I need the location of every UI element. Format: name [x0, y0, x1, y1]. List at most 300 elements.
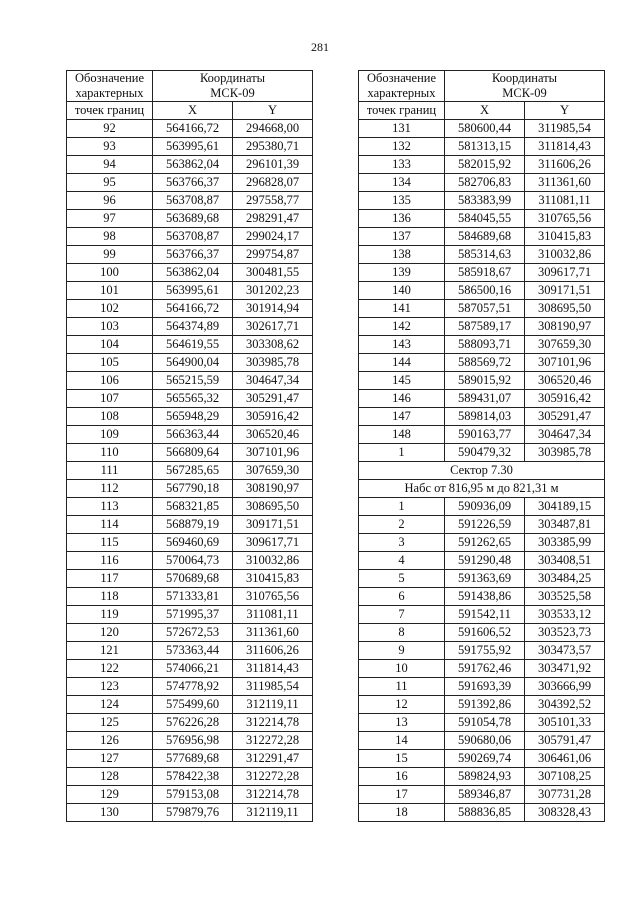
- right-table-body-bottom: [359, 498, 605, 822]
- y-value: 311814,43: [525, 138, 605, 156]
- table-row: [359, 228, 605, 246]
- point-number: 92: [67, 120, 153, 138]
- coordinates-header: [445, 71, 605, 102]
- y-header: Y: [525, 102, 605, 120]
- table-row: [67, 534, 313, 552]
- x-value: 587589,17: [445, 318, 525, 336]
- y-value: 306520,46: [233, 426, 313, 444]
- table-row: [359, 660, 605, 678]
- table-row: [359, 642, 605, 660]
- x-value: 584045,55: [445, 210, 525, 228]
- point-number: 143: [359, 336, 445, 354]
- table-row: [359, 354, 605, 372]
- x-value: 579879,76: [153, 804, 233, 822]
- table-row: [359, 300, 605, 318]
- y-value: 310032,86: [233, 552, 313, 570]
- point-number: 133: [359, 156, 445, 174]
- table-row: [67, 444, 313, 462]
- point-number: 12: [359, 696, 445, 714]
- table-row: [67, 426, 313, 444]
- table-row: [359, 696, 605, 714]
- y-value: 309171,51: [233, 516, 313, 534]
- table-row: [359, 246, 605, 264]
- y-value: 311985,54: [525, 120, 605, 138]
- x-value: 563708,87: [153, 228, 233, 246]
- x-value: 563995,61: [153, 282, 233, 300]
- y-value: 309617,71: [525, 264, 605, 282]
- point-number: 98: [67, 228, 153, 246]
- table-row: [67, 210, 313, 228]
- x-header: X: [445, 102, 525, 120]
- y-value: 312272,28: [233, 732, 313, 750]
- point-number: 129: [67, 786, 153, 804]
- y-value: 303985,78: [233, 354, 313, 372]
- y-value: 303985,78: [525, 444, 605, 462]
- y-value: 308190,97: [233, 480, 313, 498]
- table-row: [359, 156, 605, 174]
- y-value: 296101,39: [233, 156, 313, 174]
- table-row: [67, 318, 313, 336]
- y-value: 296828,07: [233, 174, 313, 192]
- point-number: 9: [359, 642, 445, 660]
- y-value: 302617,71: [233, 318, 313, 336]
- table-row: [67, 588, 313, 606]
- point-number: 122: [67, 660, 153, 678]
- x-value: 563766,37: [153, 246, 233, 264]
- x-value: 584689,68: [445, 228, 525, 246]
- x-value: 579153,08: [153, 786, 233, 804]
- x-value: 589015,92: [445, 372, 525, 390]
- x-value: 565215,59: [153, 372, 233, 390]
- table-row: [359, 768, 605, 786]
- coordinates-header-line-1: Координаты: [199, 71, 266, 85]
- table-row: [67, 660, 313, 678]
- table-row: [67, 714, 313, 732]
- y-value: 307101,96: [525, 354, 605, 372]
- point-number: 99: [67, 246, 153, 264]
- table-row: [67, 390, 313, 408]
- table-row: [359, 372, 605, 390]
- point-number: 2: [359, 516, 445, 534]
- y-value: 305791,47: [525, 732, 605, 750]
- y-value: 303408,51: [525, 552, 605, 570]
- x-value: 563708,87: [153, 192, 233, 210]
- table-row: [359, 426, 605, 444]
- x-value: 567790,18: [153, 480, 233, 498]
- designation-header-line-3: точек границ: [67, 102, 153, 120]
- table-row: [67, 678, 313, 696]
- table-row: [67, 354, 313, 372]
- point-number: 1: [359, 498, 445, 516]
- point-number: 3: [359, 534, 445, 552]
- table-row: [67, 246, 313, 264]
- x-value: 591693,39: [445, 678, 525, 696]
- point-number: 120: [67, 624, 153, 642]
- table-row: [359, 678, 605, 696]
- y-value: 308695,50: [233, 498, 313, 516]
- table-row: [359, 570, 605, 588]
- coordinates-header: [153, 71, 313, 102]
- point-number: 104: [67, 336, 153, 354]
- x-value: 582706,83: [445, 174, 525, 192]
- y-value: 310032,86: [525, 246, 605, 264]
- point-number: 118: [67, 588, 153, 606]
- x-value: 587057,51: [445, 300, 525, 318]
- table-row: [67, 408, 313, 426]
- y-value: 303666,99: [525, 678, 605, 696]
- x-value: 566809,64: [153, 444, 233, 462]
- point-number: 119: [67, 606, 153, 624]
- x-value: 564166,72: [153, 120, 233, 138]
- y-value: 301202,23: [233, 282, 313, 300]
- y-value: 311606,26: [233, 642, 313, 660]
- coordinates-header-line-1: Координаты: [491, 71, 558, 85]
- coordinates-header-line-2: МСК-09: [502, 86, 547, 100]
- y-value: 304647,34: [525, 426, 605, 444]
- table-row: [67, 786, 313, 804]
- y-value: 312119,11: [233, 696, 313, 714]
- x-value: 567285,65: [153, 462, 233, 480]
- table-row: [359, 282, 605, 300]
- x-value: 586500,16: [445, 282, 525, 300]
- point-number: 131: [359, 120, 445, 138]
- table-row: [67, 570, 313, 588]
- y-value: 311361,60: [233, 624, 313, 642]
- x-value: 589346,87: [445, 786, 525, 804]
- y-value: 310765,56: [525, 210, 605, 228]
- point-number: 4: [359, 552, 445, 570]
- point-number: 127: [67, 750, 153, 768]
- designation-header-line-2: характерных: [75, 86, 144, 100]
- point-number: 144: [359, 354, 445, 372]
- point-number: 141: [359, 300, 445, 318]
- table-row: [359, 210, 605, 228]
- y-value: 304647,34: [233, 372, 313, 390]
- table-row: [359, 714, 605, 732]
- designation-header: [67, 71, 153, 102]
- point-number: 135: [359, 192, 445, 210]
- table-row: [359, 498, 605, 516]
- x-value: 563689,68: [153, 210, 233, 228]
- point-number: 18: [359, 804, 445, 822]
- point-number: 8: [359, 624, 445, 642]
- designation-header-line-1: Обозначение: [366, 71, 437, 85]
- table-row: [359, 264, 605, 282]
- point-number: 146: [359, 390, 445, 408]
- x-value: 588836,85: [445, 804, 525, 822]
- x-value: 580600,44: [445, 120, 525, 138]
- x-value: 591392,86: [445, 696, 525, 714]
- point-number: 11: [359, 678, 445, 696]
- y-value: 297558,77: [233, 192, 313, 210]
- x-value: 565565,32: [153, 390, 233, 408]
- designation-header: [359, 71, 445, 102]
- point-number: 137: [359, 228, 445, 246]
- x-value: 591542,11: [445, 606, 525, 624]
- table-row: [67, 696, 313, 714]
- table-row: [67, 768, 313, 786]
- table-row: [359, 786, 605, 804]
- y-value: 311606,26: [525, 156, 605, 174]
- table-row: [67, 264, 313, 282]
- table-row: [359, 732, 605, 750]
- point-number: 116: [67, 552, 153, 570]
- point-number: 103: [67, 318, 153, 336]
- point-number: 5: [359, 570, 445, 588]
- y-value: 303473,57: [525, 642, 605, 660]
- y-value: 304392,52: [525, 696, 605, 714]
- point-number: 125: [67, 714, 153, 732]
- table-row: [359, 174, 605, 192]
- y-value: 310415,83: [525, 228, 605, 246]
- y-value: 312119,11: [233, 804, 313, 822]
- table-row: [67, 552, 313, 570]
- y-value: 303308,62: [233, 336, 313, 354]
- point-number: 117: [67, 570, 153, 588]
- x-value: 571995,37: [153, 606, 233, 624]
- y-value: 305291,47: [233, 390, 313, 408]
- y-value: 305916,42: [525, 390, 605, 408]
- x-header: X: [153, 102, 233, 120]
- point-number: 1: [359, 444, 445, 462]
- y-value: 310765,56: [233, 588, 313, 606]
- y-value: 312291,47: [233, 750, 313, 768]
- y-value: 308695,50: [525, 300, 605, 318]
- point-number: 145: [359, 372, 445, 390]
- designation-header-line-1: Обозначение: [74, 71, 145, 85]
- x-value: 574066,21: [153, 660, 233, 678]
- table-row: [67, 732, 313, 750]
- x-value: 570689,68: [153, 570, 233, 588]
- table-row: [67, 804, 313, 822]
- left-table-body: [67, 120, 313, 822]
- point-number: 106: [67, 372, 153, 390]
- point-number: 16: [359, 768, 445, 786]
- sector-subtitle: Набс от 816,95 м до 821,31 м: [359, 480, 605, 498]
- table-row: [359, 804, 605, 822]
- table-row: [67, 750, 313, 768]
- sector-title-row: [359, 462, 605, 480]
- table-row: [67, 642, 313, 660]
- table-row: [67, 138, 313, 156]
- y-value: 303471,92: [525, 660, 605, 678]
- sector-subtitle-row: [359, 480, 605, 498]
- x-value: 563862,04: [153, 156, 233, 174]
- x-value: 590163,77: [445, 426, 525, 444]
- y-value: 312214,78: [233, 714, 313, 732]
- y-value: 309171,51: [525, 282, 605, 300]
- x-value: 591755,92: [445, 642, 525, 660]
- y-value: 301914,94: [233, 300, 313, 318]
- point-number: 97: [67, 210, 153, 228]
- coordinates-header-line-2: МСК-09: [210, 86, 255, 100]
- y-value: 306520,46: [525, 372, 605, 390]
- table-row: [359, 444, 605, 462]
- x-value: 583383,99: [445, 192, 525, 210]
- point-number: 96: [67, 192, 153, 210]
- table-row: [67, 156, 313, 174]
- x-value: 589814,03: [445, 408, 525, 426]
- y-value: 311081,11: [525, 192, 605, 210]
- x-value: 568321,85: [153, 498, 233, 516]
- table-row: [359, 138, 605, 156]
- x-value: 581313,15: [445, 138, 525, 156]
- x-value: 591606,52: [445, 624, 525, 642]
- point-number: 134: [359, 174, 445, 192]
- x-value: 590936,09: [445, 498, 525, 516]
- table-row: [359, 336, 605, 354]
- table-row: [359, 516, 605, 534]
- x-value: 574778,92: [153, 678, 233, 696]
- point-number: 17: [359, 786, 445, 804]
- table-row: [359, 318, 605, 336]
- x-value: 577689,68: [153, 750, 233, 768]
- table-row: [67, 336, 313, 354]
- y-header: Y: [233, 102, 313, 120]
- x-value: 588093,71: [445, 336, 525, 354]
- table-row: [67, 174, 313, 192]
- x-value: 588569,72: [445, 354, 525, 372]
- point-number: 108: [67, 408, 153, 426]
- point-number: 128: [67, 768, 153, 786]
- x-value: 578422,38: [153, 768, 233, 786]
- y-value: 311361,60: [525, 174, 605, 192]
- y-value: 303484,25: [525, 570, 605, 588]
- table-row: [359, 606, 605, 624]
- x-value: 591363,69: [445, 570, 525, 588]
- y-value: 303533,12: [525, 606, 605, 624]
- y-value: 311081,11: [233, 606, 313, 624]
- x-value: 564619,55: [153, 336, 233, 354]
- point-number: 13: [359, 714, 445, 732]
- x-value: 573363,44: [153, 642, 233, 660]
- y-value: 298291,47: [233, 210, 313, 228]
- y-value: 295380,71: [233, 138, 313, 156]
- table-row: [67, 606, 313, 624]
- table-row: [67, 228, 313, 246]
- x-value: 591438,86: [445, 588, 525, 606]
- x-value: 570064,73: [153, 552, 233, 570]
- point-number: 126: [67, 732, 153, 750]
- table-row: [67, 480, 313, 498]
- point-number: 123: [67, 678, 153, 696]
- point-number: 148: [359, 426, 445, 444]
- table-row: [359, 588, 605, 606]
- point-number: 101: [67, 282, 153, 300]
- y-value: 307659,30: [525, 336, 605, 354]
- y-value: 307101,96: [233, 444, 313, 462]
- point-number: 115: [67, 534, 153, 552]
- table-row: [67, 516, 313, 534]
- y-value: 303385,99: [525, 534, 605, 552]
- table-row: [359, 534, 605, 552]
- point-number: 102: [67, 300, 153, 318]
- x-value: 576226,28: [153, 714, 233, 732]
- point-number: 138: [359, 246, 445, 264]
- x-value: 571333,81: [153, 588, 233, 606]
- point-number: 139: [359, 264, 445, 282]
- y-value: 294668,00: [233, 120, 313, 138]
- y-value: 311814,43: [233, 660, 313, 678]
- right-table-body-top: [359, 120, 605, 462]
- point-number: 112: [67, 480, 153, 498]
- x-value: 591226,59: [445, 516, 525, 534]
- y-value: 305291,47: [525, 408, 605, 426]
- point-number: 95: [67, 174, 153, 192]
- y-value: 303523,73: [525, 624, 605, 642]
- point-number: 147: [359, 408, 445, 426]
- point-number: 113: [67, 498, 153, 516]
- table-row: [67, 282, 313, 300]
- point-number: 107: [67, 390, 153, 408]
- point-number: 105: [67, 354, 153, 372]
- x-value: 590479,32: [445, 444, 525, 462]
- point-number: 140: [359, 282, 445, 300]
- x-value: 590680,06: [445, 732, 525, 750]
- x-value: 589431,07: [445, 390, 525, 408]
- table-row: [67, 192, 313, 210]
- point-number: 130: [67, 804, 153, 822]
- y-value: 307108,25: [525, 768, 605, 786]
- y-value: 308328,43: [525, 804, 605, 822]
- table-row: [67, 624, 313, 642]
- y-value: 305916,42: [233, 408, 313, 426]
- table-row: [359, 120, 605, 138]
- x-value: 566363,44: [153, 426, 233, 444]
- y-value: 307659,30: [233, 462, 313, 480]
- point-number: 111: [67, 462, 153, 480]
- table-row: [67, 498, 313, 516]
- x-value: 575499,60: [153, 696, 233, 714]
- point-number: 94: [67, 156, 153, 174]
- designation-header-line-3: точек границ: [359, 102, 445, 120]
- y-value: 307731,28: [525, 786, 605, 804]
- y-value: 305101,33: [525, 714, 605, 732]
- table-row: [359, 624, 605, 642]
- table-row: [359, 552, 605, 570]
- x-value: 563766,37: [153, 174, 233, 192]
- x-value: 591762,46: [445, 660, 525, 678]
- x-value: 590269,74: [445, 750, 525, 768]
- point-number: 93: [67, 138, 153, 156]
- table-row: [67, 462, 313, 480]
- y-value: 309617,71: [233, 534, 313, 552]
- point-number: 10: [359, 660, 445, 678]
- y-value: 311985,54: [233, 678, 313, 696]
- x-value: 589824,93: [445, 768, 525, 786]
- x-value: 582015,92: [445, 156, 525, 174]
- sector-block: [359, 462, 605, 498]
- x-value: 591262,65: [445, 534, 525, 552]
- y-value: 303525,58: [525, 588, 605, 606]
- x-value: 564900,04: [153, 354, 233, 372]
- point-number: 132: [359, 138, 445, 156]
- x-value: 585918,67: [445, 264, 525, 282]
- point-number: 7: [359, 606, 445, 624]
- page-number: 281: [311, 40, 329, 54]
- x-value: 572672,53: [153, 624, 233, 642]
- point-number: 100: [67, 264, 153, 282]
- x-value: 591054,78: [445, 714, 525, 732]
- table-row: [359, 192, 605, 210]
- x-value: 564374,89: [153, 318, 233, 336]
- y-value: 308190,97: [525, 318, 605, 336]
- point-number: 6: [359, 588, 445, 606]
- sector-title: Сектор 7.30: [359, 462, 605, 480]
- x-value: 591290,48: [445, 552, 525, 570]
- y-value: 299754,87: [233, 246, 313, 264]
- x-value: 569460,69: [153, 534, 233, 552]
